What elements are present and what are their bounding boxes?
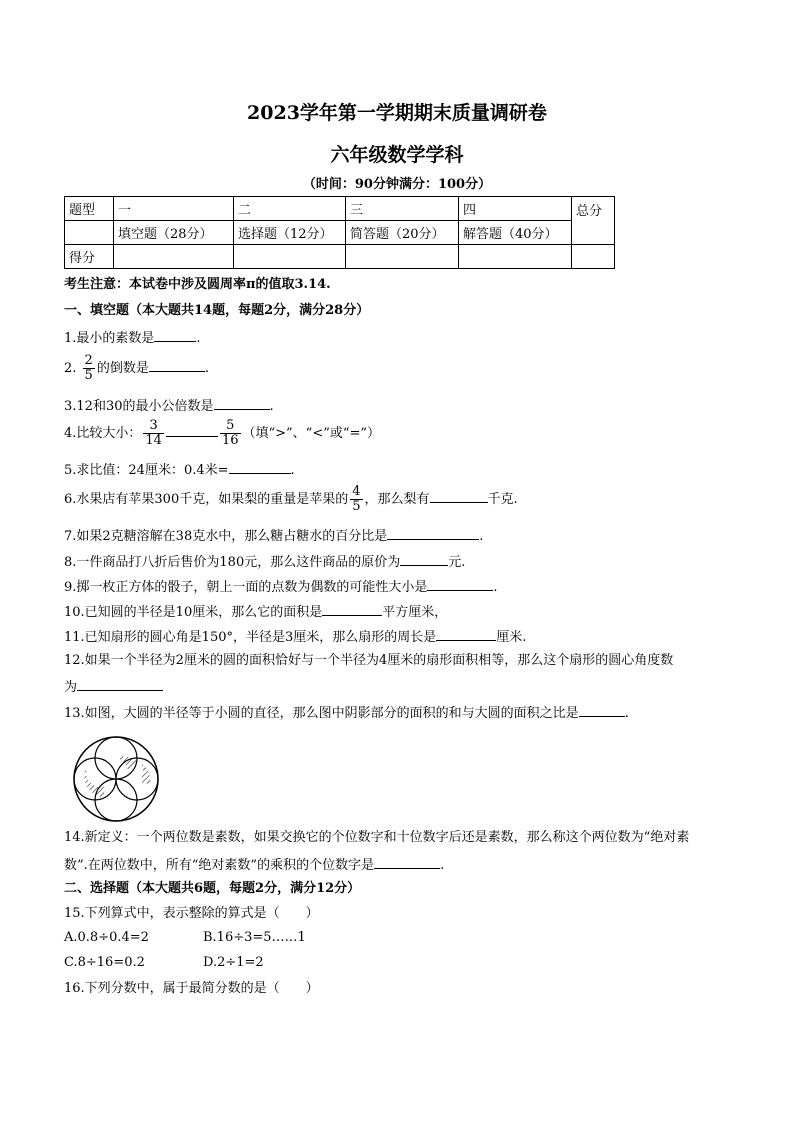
score-input-1[interactable] xyxy=(114,245,234,269)
answer-blank-9[interactable] xyxy=(427,577,493,591)
question-4-prefix: 4.比较大小： xyxy=(64,426,142,441)
question-12-line-2 xyxy=(64,677,163,697)
question-15-option-c[interactable]: C.8÷16=0.2 xyxy=(64,955,145,970)
fraction-4-5 xyxy=(350,485,362,514)
score-table-row-names xyxy=(65,221,615,245)
answer-blank-14[interactable] xyxy=(374,855,440,869)
section2-heading: 二、选择题（本大题共6题，每题2分，满分12分） xyxy=(64,881,361,896)
question-15-option-d[interactable]: D.2÷1=2 xyxy=(203,955,264,970)
answer-blank-6[interactable] xyxy=(430,489,488,503)
question-9: 9.掷一枚正方体的骰子，朝上一面的点数为偶数的可能性大小是 . xyxy=(64,577,498,597)
question-6-unit: 千克. xyxy=(487,492,518,507)
fraction-3-14 xyxy=(143,419,164,448)
question-16: 16.下列分数中，属于最简分数的是（ ） xyxy=(64,981,319,996)
score-table-col-3: 三 xyxy=(346,197,459,221)
score-table-row-score xyxy=(65,245,615,269)
score-input-2[interactable] xyxy=(234,245,346,269)
question-14-line-2: 数”.在两位数中，所有“绝对素数”的乘积的个位数字是 . xyxy=(64,855,444,875)
fraction-numerator: 2 xyxy=(84,353,93,368)
question-10-text: 10.已知圆的半径是10厘米，那么它的面积是 xyxy=(64,605,323,620)
question-1-text: 1.最小的素数是 xyxy=(64,331,155,346)
score-table-name-3: 简答题（20分） xyxy=(346,221,459,245)
exam-time-info: （时间：90分钟满分：100分） xyxy=(302,177,492,192)
answer-blank-10[interactable] xyxy=(322,602,382,616)
exam-title: 2023学年第一学期期末质量调研卷 xyxy=(247,102,547,124)
fraction-denominator: 5 xyxy=(352,499,361,514)
score-table-empty-cell xyxy=(65,221,114,245)
question-5-text: 5.求比值：24厘米：0.4米= xyxy=(64,463,229,478)
score-table-col-2: 二 xyxy=(234,197,346,221)
score-table-col-1: 一 xyxy=(114,197,234,221)
score-table-row-numbers xyxy=(65,197,615,221)
shaded-region-right xyxy=(138,762,150,784)
score-table xyxy=(64,196,615,269)
exam-subject: 六年级数学学科 xyxy=(330,144,464,166)
small-circle-bottom xyxy=(95,779,137,821)
question-8 xyxy=(64,552,465,572)
small-circle-right xyxy=(116,758,158,800)
question-2-prefix: 2. xyxy=(64,361,77,376)
question-10 xyxy=(64,602,447,622)
answer-blank-3[interactable] xyxy=(214,396,270,410)
question-7-text: 7.如果2克糖溶解在38克水中，那么糖占糖水的百分比是 xyxy=(64,529,388,544)
question-5: 5.求比值：24厘米：0.4米= . xyxy=(64,460,295,480)
question-12-text: 为 xyxy=(64,680,78,695)
question-14-text: 数”.在两位数中，所有“绝对素数”的乘积的个位数字是 xyxy=(64,858,375,873)
answer-blank-13[interactable] xyxy=(579,703,625,717)
question-6-text: 6.水果店有苹果300千克，如果梨的重量是苹果的 xyxy=(64,492,349,507)
fraction-numerator: 5 xyxy=(220,419,241,434)
score-table-name-2: 选择题（12分） xyxy=(234,221,346,245)
score-table-total-label: 总分 xyxy=(572,197,615,245)
fraction-numerator: 3 xyxy=(143,419,164,434)
question-15-option-b[interactable]: B.16÷3=5……1 xyxy=(203,930,306,945)
answer-blank-5[interactable] xyxy=(229,460,291,474)
question-4 xyxy=(64,415,380,453)
answer-blank-12[interactable] xyxy=(77,677,163,691)
question-10-unit: 平方厘米， xyxy=(382,605,448,620)
shaded-circles-figure xyxy=(66,734,166,824)
question-8-unit: 元. xyxy=(448,555,466,570)
fraction-numerator: 4 xyxy=(352,484,361,499)
question-3-text: 3.12和30的最小公倍数是 xyxy=(64,399,214,414)
score-table-type-label: 题型 xyxy=(65,197,114,221)
answer-blank-7[interactable] xyxy=(387,526,479,540)
question-6-mid: ，那么梨有 xyxy=(364,492,430,507)
score-table-name-1: 填空题（28分） xyxy=(114,221,234,245)
fraction-denominator: 5 xyxy=(84,368,93,383)
score-input-4[interactable] xyxy=(459,245,572,269)
answer-blank-1[interactable] xyxy=(154,328,196,342)
answer-blank-11[interactable] xyxy=(436,627,496,641)
score-input-total[interactable] xyxy=(572,245,615,269)
question-2: 2. $\frac{2}{5}$ 的倒数是 . xyxy=(64,353,209,383)
fraction-2-5 xyxy=(83,354,95,383)
question-15-option-a[interactable]: A.0.8÷0.4=2 xyxy=(64,930,149,945)
answer-blank-4[interactable] xyxy=(166,423,218,437)
question-13: 13.如图，大圆的半径等于小圆的直径，那么图中阴影部分的面积的和与大圆的面积之比是 . xyxy=(64,703,629,723)
question-1: 1.最小的素数是 . xyxy=(64,328,201,348)
score-table-score-label: 得分 xyxy=(65,245,114,269)
fraction-denominator: 16 xyxy=(221,433,239,448)
fraction-5-16 xyxy=(220,419,241,448)
question-2-text: 的倒数是 xyxy=(96,361,149,376)
question-8-text: 8.一件商品打八折后售价为180元，那么这件商品的原价为 xyxy=(64,555,401,570)
exam-notice: 考生注意：本试卷中涉及圆周率π的值取3.14. xyxy=(64,277,331,292)
question-9-text: 9.掷一枚正方体的骰子，朝上一面的点数为偶数的可能性大小是 xyxy=(64,580,428,595)
section1-heading: 一、填空题（本大题共14题，每题2分，满分28分） xyxy=(64,303,370,318)
question-11-unit: 厘米. xyxy=(496,630,527,645)
answer-blank-2[interactable] xyxy=(149,358,205,372)
question-13-text: 13.如图，大圆的半径等于小圆的直径，那么图中阴影部分的面积的和与大圆的面积之比是 xyxy=(64,706,579,721)
question-7: 7.如果2克糖溶解在38克水中，那么糖占糖水的百分比是 . xyxy=(64,526,483,546)
question-11 xyxy=(64,627,526,647)
question-4-hint: （填“>”、“<”或“=”） xyxy=(242,426,381,441)
question-6 xyxy=(64,480,518,520)
score-table-name-4: 解答题（40分） xyxy=(459,221,572,245)
answer-blank-8[interactable] xyxy=(400,552,448,566)
score-input-3[interactable] xyxy=(346,245,459,269)
question-15: 15.下列算式中，表示整除的算式是（ ） xyxy=(64,906,319,921)
fraction-denominator: 14 xyxy=(145,433,162,448)
score-table-col-4: 四 xyxy=(459,197,572,221)
question-12-line-1: 12.如果一个半径为2厘米的圆的面积恰好与一个半径为4厘米的扇形面积相等，那么这个扇形的圆心角度数 xyxy=(64,653,674,668)
question-11-text: 11.已知扇形的圆心角是150°，半径是3厘米，那么扇形的周长是 xyxy=(64,630,437,645)
question-3: 3.12和30的最小公倍数是 . xyxy=(64,396,274,416)
question-14-line-1: 14.新定义：一个两位数是素数，如果交换它的个位数字和十位数字后还是素数，那么称这个两位数为“绝对素 xyxy=(64,830,690,845)
